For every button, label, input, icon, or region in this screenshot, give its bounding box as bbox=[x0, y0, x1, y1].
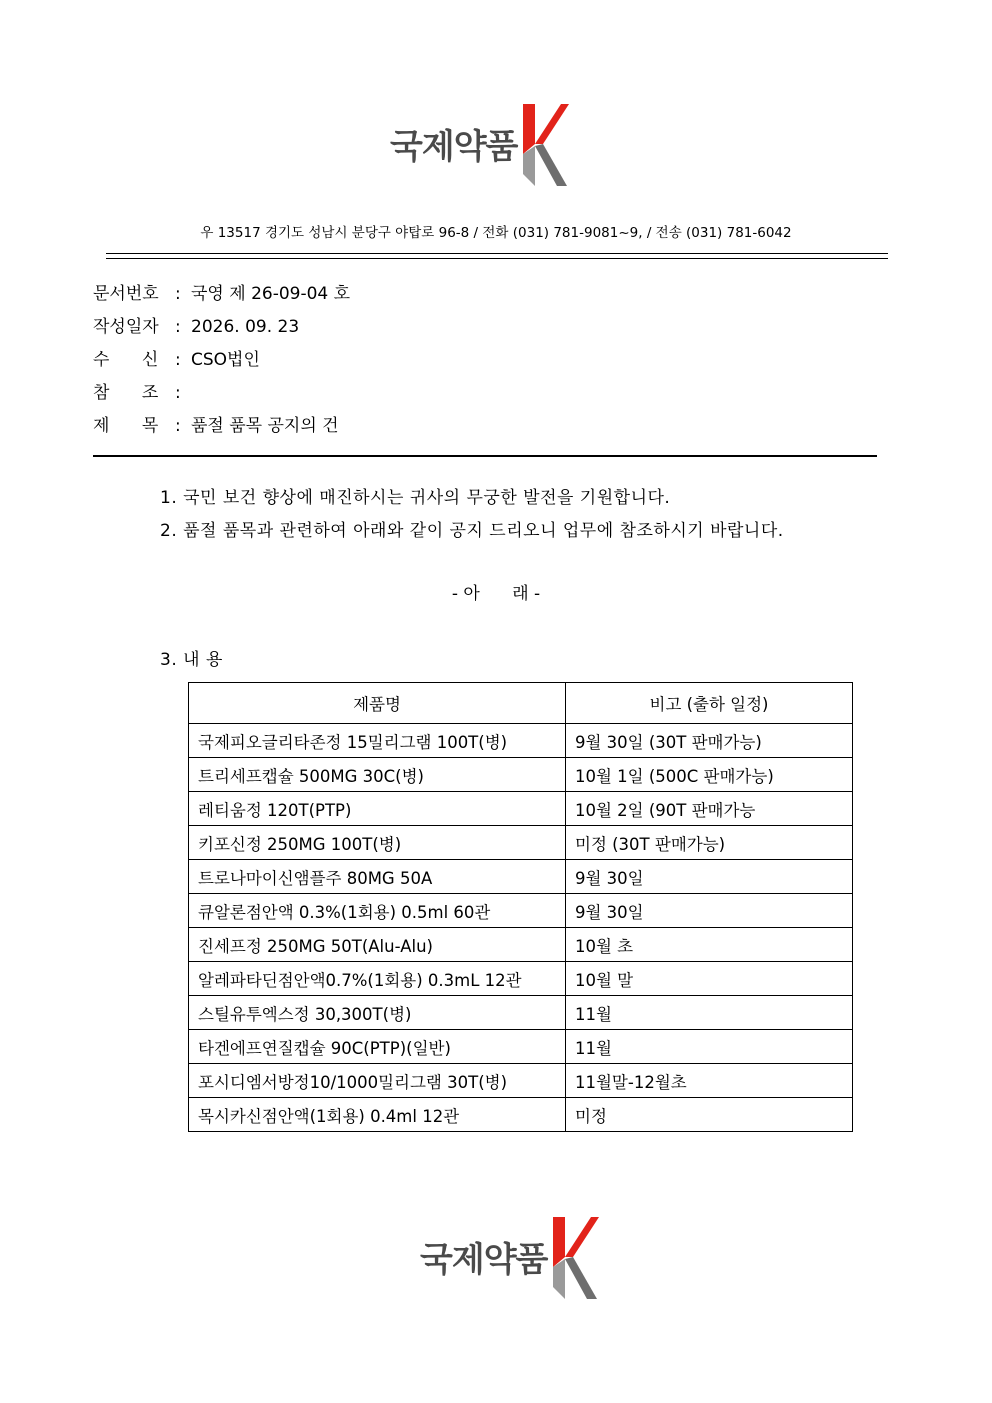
company-logo-k-mark bbox=[551, 1213, 599, 1299]
product-cell: 큐알론점안액 0.3%(1회용) 0.5ml 60관 bbox=[189, 894, 566, 928]
colon: : bbox=[175, 416, 181, 436]
column-header-product: 제품명 bbox=[189, 683, 566, 724]
recipient-value: CSO법인 bbox=[191, 350, 260, 370]
colon: : bbox=[175, 350, 181, 370]
out-of-stock-table bbox=[188, 682, 853, 1132]
paragraph-2: 2. 품절 품목과 관련하여 아래와 같이 공지 드리오니 업무에 참조하시기 바랍니다. bbox=[160, 521, 784, 541]
table-row bbox=[189, 1064, 853, 1098]
subject-value: 품절 품목 공지의 건 bbox=[191, 416, 339, 436]
table-row bbox=[189, 1030, 853, 1064]
table-row bbox=[189, 724, 853, 758]
shipping-note-cell: 10월 초 bbox=[566, 928, 853, 962]
shipping-note-cell: 미정 (30T 판매가능) bbox=[566, 826, 853, 860]
shipping-note-cell: 11월말-12월초 bbox=[566, 1064, 853, 1098]
paragraph-1: 1. 국민 보건 향상에 매진하시는 귀사의 무궁한 발전을 기원합니다. bbox=[160, 488, 671, 508]
table-row bbox=[189, 758, 853, 792]
table-row bbox=[189, 996, 853, 1030]
shipping-note-cell: 미정 bbox=[566, 1098, 853, 1132]
company-logo-top bbox=[390, 100, 569, 186]
shipping-note-cell: 10월 말 bbox=[566, 962, 853, 996]
product-cell: 포시디엠서방정10/1000밀리그램 30T(병) bbox=[189, 1064, 566, 1098]
product-cell: 목시카신점안액(1회용) 0.4ml 12관 bbox=[189, 1098, 566, 1132]
product-cell: 트로나마이신앰플주 80MG 50A bbox=[189, 860, 566, 894]
table-row bbox=[189, 792, 853, 826]
shipping-note-cell: 10월 1일 (500C 판매가능) bbox=[566, 758, 853, 792]
product-cell: 진세프정 250MG 50T(Alu-Alu) bbox=[189, 928, 566, 962]
meta-divider bbox=[93, 455, 877, 457]
subject-label: 제 목 bbox=[93, 416, 159, 436]
product-cell: 스틸유투엑스정 30,300T(병) bbox=[189, 996, 566, 1030]
company-logo-text: 국제약품 bbox=[390, 126, 518, 167]
table-row bbox=[189, 962, 853, 996]
table-row bbox=[189, 894, 853, 928]
table-header-row bbox=[189, 683, 853, 724]
reference-label: 참 조 bbox=[93, 383, 159, 403]
colon: : bbox=[175, 383, 181, 403]
company-address-line: 우 13517 경기도 성남시 분당구 야탑로 96-8 / 전화 (031) 781-9081~9, / 전송 (031) 781-6042 bbox=[200, 225, 792, 241]
shipping-note-cell: 9월 30일 (30T 판매가능) bbox=[566, 724, 853, 758]
paragraph-3: 3. 내 용 bbox=[160, 650, 223, 670]
table-row bbox=[189, 826, 853, 860]
table-row bbox=[189, 1098, 853, 1132]
doc-number-row bbox=[93, 279, 350, 304]
shipping-note-cell: 10월 2일 (90T 판매가능 bbox=[566, 792, 853, 826]
recipient-row bbox=[93, 345, 260, 370]
shipping-note-cell: 11월 bbox=[566, 1030, 853, 1064]
product-cell: 타겐에프연질캡슐 90C(PTP)(일반) bbox=[189, 1030, 566, 1064]
date-label: 작성일자 bbox=[93, 317, 159, 337]
colon: : bbox=[175, 284, 181, 304]
column-header-note: 비고 (출하 일정) bbox=[566, 683, 853, 724]
table-row bbox=[189, 928, 853, 962]
shipping-note-cell: 9월 30일 bbox=[566, 894, 853, 928]
company-logo-k-mark bbox=[521, 100, 569, 186]
company-logo-bottom bbox=[420, 1213, 599, 1299]
company-logo-text: 국제약품 bbox=[420, 1239, 548, 1280]
table-row bbox=[189, 860, 853, 894]
reference-row bbox=[93, 378, 191, 403]
product-cell: 국제피오글리타존정 15밀리그램 100T(병) bbox=[189, 724, 566, 758]
date-value: 2026. 09. 23 bbox=[191, 317, 300, 337]
shipping-note-cell: 11월 bbox=[566, 996, 853, 1030]
colon: : bbox=[175, 317, 181, 337]
product-cell: 알레파타딘점안액0.7%(1회용) 0.3mL 12관 bbox=[189, 962, 566, 996]
header-double-divider bbox=[106, 253, 888, 259]
product-cell: 레티움정 120T(PTP) bbox=[189, 792, 566, 826]
doc-number-label: 문서번호 bbox=[93, 284, 159, 304]
product-cell: 트리세프캡슐 500MG 30C(병) bbox=[189, 758, 566, 792]
section-heading-below: - 아 래 - bbox=[451, 584, 541, 604]
product-cell: 키포신정 250MG 100T(병) bbox=[189, 826, 566, 860]
subject-row bbox=[93, 411, 339, 436]
date-row bbox=[93, 312, 299, 337]
doc-number-value: 국영 제 26-09-04 호 bbox=[191, 284, 351, 304]
recipient-label: 수 신 bbox=[93, 350, 159, 370]
shipping-note-cell: 9월 30일 bbox=[566, 860, 853, 894]
